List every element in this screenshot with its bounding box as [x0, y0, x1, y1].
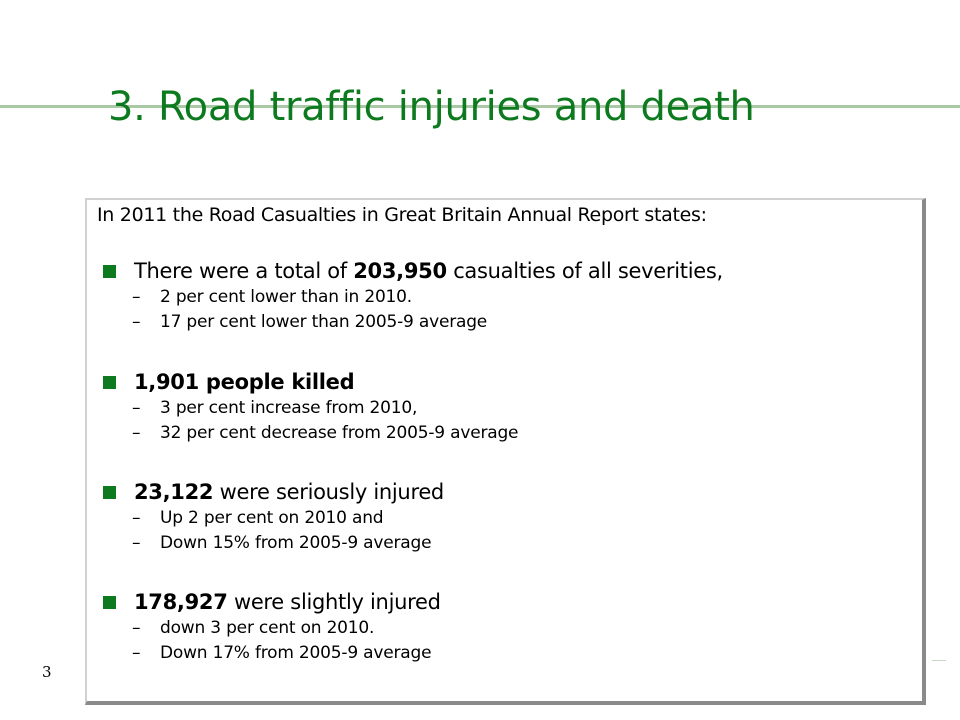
bullet-text-post: were slightly injured	[227, 590, 441, 614]
bullet-text	[134, 478, 444, 506]
sub-item-text: Down 15% from 2005-9 average	[160, 533, 432, 553]
intro-text: In 2011 the Road Casualties in Great Britain Annual Report states:	[97, 204, 707, 226]
dash-icon: –	[132, 312, 141, 332]
bullet-text-figure: 203,950	[353, 259, 447, 283]
square-bullet-icon	[103, 596, 116, 609]
dash-icon: –	[132, 398, 141, 418]
bullet-text-post: casualties of all severities,	[446, 259, 723, 283]
dash-icon: –	[132, 423, 141, 443]
bullet-text	[134, 368, 354, 396]
sub-item-text: 32 per cent decrease from 2005-9 average	[160, 423, 519, 443]
bullet-text-figure: 23,122	[134, 480, 214, 504]
bullet-text	[134, 588, 441, 616]
bullet-text-figure: 1,901 people killed	[134, 370, 355, 394]
dash-icon: –	[132, 618, 141, 638]
decorative-mark	[932, 650, 946, 661]
square-bullet-icon	[103, 265, 116, 278]
bullet-text	[134, 257, 723, 285]
dash-icon: –	[132, 643, 141, 663]
sub-item-text: 17 per cent lower than 2005-9 average	[160, 312, 488, 332]
sub-item-text: Up 2 per cent on 2010 and	[160, 508, 384, 528]
bullet-text-figure: 178,927	[134, 590, 228, 614]
page-number: 3	[42, 663, 52, 681]
bullet-text-pre: There were a total of	[134, 259, 354, 283]
sub-item-text: 3 per cent increase from 2010,	[160, 398, 418, 418]
dash-icon: –	[132, 533, 141, 553]
square-bullet-icon	[103, 486, 116, 499]
bullet-text-post: were seriously injured	[213, 480, 444, 504]
dash-icon: –	[132, 287, 141, 307]
content-box	[85, 198, 926, 705]
dash-icon: –	[132, 508, 141, 528]
sub-item-text: 2 per cent lower than in 2010.	[160, 287, 412, 307]
slide-title: 3. Road traffic injuries and death	[108, 84, 755, 130]
square-bullet-icon	[103, 376, 116, 389]
sub-item-text: Down 17% from 2005-9 average	[160, 643, 432, 663]
sub-item-text: down 3 per cent on 2010.	[160, 618, 375, 638]
